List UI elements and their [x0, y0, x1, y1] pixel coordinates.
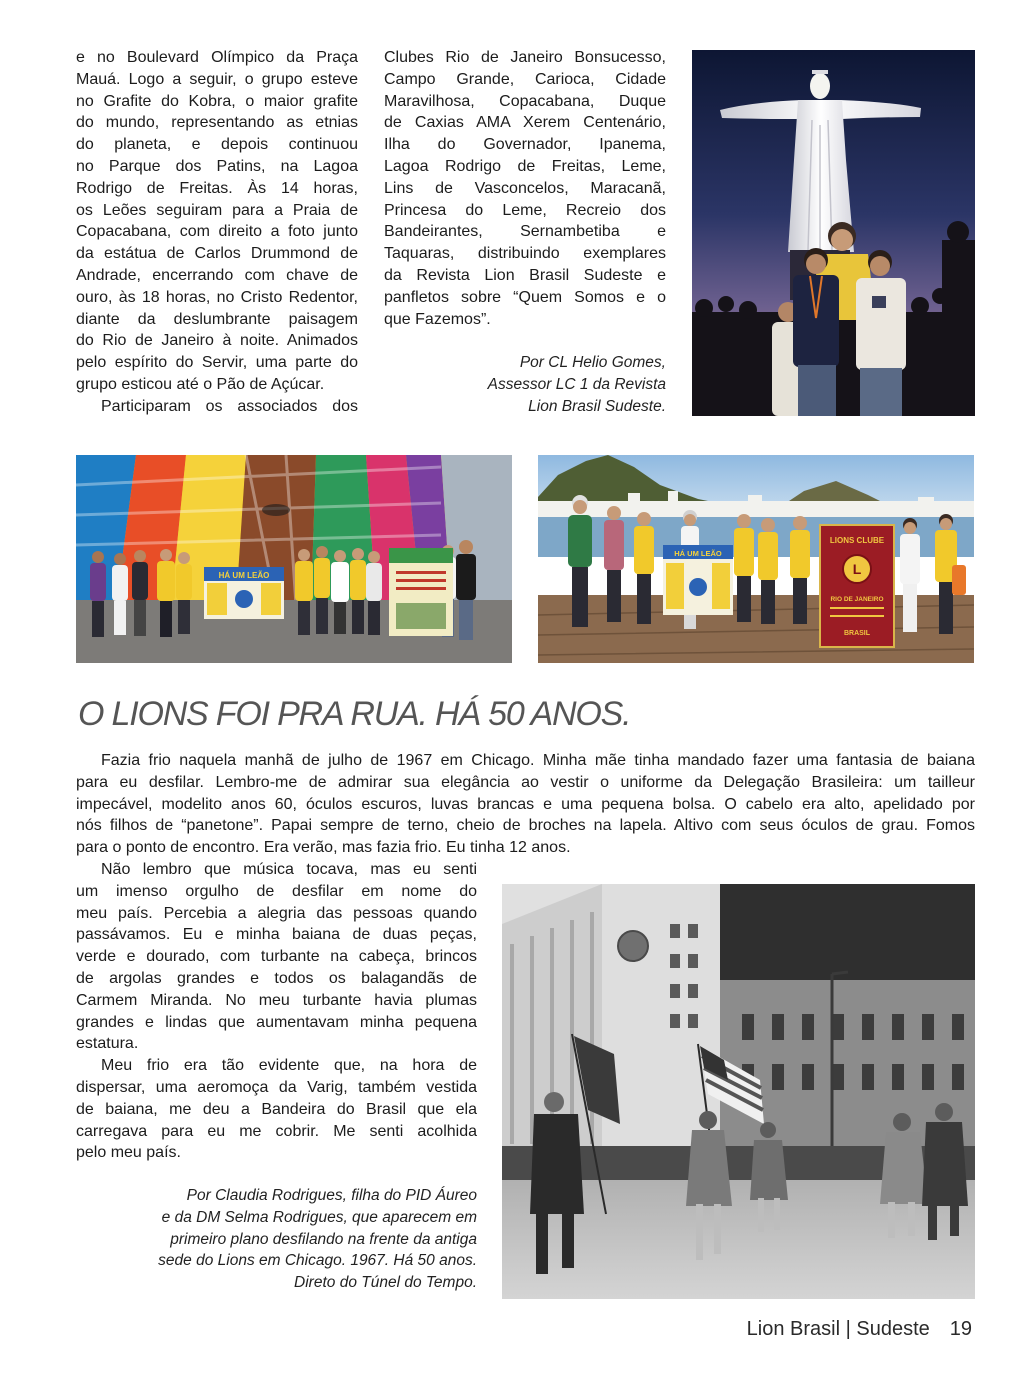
- byline-line: Direto do Túnel do Tempo.: [294, 1274, 477, 1292]
- byline-line: e da DM Selma Rodrigues, que aparecem em: [161, 1208, 477, 1226]
- text-line: Campo Grande, Carioca, Cidade: [384, 70, 666, 88]
- text-line: do planeta, e depois continuou: [76, 136, 358, 154]
- paragraph: [384, 47, 666, 330]
- text-line: no Parque dos Patins, na Lagoa: [76, 157, 358, 175]
- paragraph: [76, 859, 477, 1055]
- text-line: panfletos sobre “Quem Somos e o: [384, 288, 666, 306]
- article-byline-top: [384, 352, 666, 417]
- banner-text: BRASIL: [843, 630, 871, 637]
- text-line: da estátua de Carlos Drummond de: [76, 245, 358, 263]
- text-line: Meu frio era tão evidente que, na hora de: [101, 1057, 477, 1075]
- banner-text: LIONS CLUBE: [829, 536, 885, 545]
- banner-text: HÁ UM LEÃO: [218, 571, 270, 580]
- banner-green: [389, 548, 453, 636]
- paragraph: [76, 396, 358, 418]
- article-title: O LIONS FOI PRA RUA. HÁ 50 ANOS.: [78, 695, 631, 733]
- text-line: de Caxias AMA Xerem Centenário,: [384, 114, 666, 132]
- text-line: de baiana, me deu a Bandeira do Brasil que ela: [76, 1100, 477, 1118]
- text-line: de argolas grandes e todos os balagandãs de: [76, 969, 477, 987]
- text-line: do Rio de Janeiro à noite. Animados: [76, 332, 358, 350]
- text-line: dispersar, uma aeromoça da Varig, também vestida: [76, 1078, 477, 1096]
- text-line: diante da deslumbrante paisagem: [76, 310, 358, 328]
- photo-lagoa-rodrigo-de-freitas: [538, 455, 974, 663]
- text-line: Carmem Miranda. No meu turbante havia plumas: [76, 991, 477, 1009]
- text-line: nós filhos de “panetone”. Papai sempre de terno, cheio de broches na lapela. Altivo com seus óculos de grau. Fomos: [76, 817, 975, 835]
- photo-mural-kobra: [76, 455, 512, 663]
- text-line: que Fazemos”.: [384, 310, 491, 328]
- text-line: verde e dourado, com turbante na cabeça, brincos: [76, 948, 477, 966]
- text-line: e no Boulevard Olímpico da Praça: [76, 49, 358, 66]
- banner-text: RIO DE JANEIRO: [830, 596, 884, 603]
- text-line: pelo espírito do Servir, uma parte do: [76, 354, 358, 372]
- publication-name: Lion Brasil | Sudeste: [746, 1318, 930, 1340]
- text-line: meu país. Percebia a alegria das pessoas quando: [76, 904, 477, 922]
- paragraph: [76, 1055, 477, 1164]
- text-line: ouro, às 18 horas, no Cristo Redentor,: [76, 288, 358, 306]
- text-line: do mundo, representando as etnias: [76, 114, 358, 132]
- photo-cristo-redentor: [692, 50, 975, 416]
- text-line: um imenso orgulho de desfilar em nome do: [76, 882, 477, 900]
- text-line: Andrade, encerrando com chave de: [76, 266, 358, 284]
- text-line: Copacabana, com direito a foto junto: [76, 223, 358, 241]
- text-line: passávamos. Eu e minha baiana de duas peças,: [76, 926, 477, 944]
- byline-line: Assessor LC 1 da Revista: [487, 375, 666, 393]
- text-line: Lins de Vasconcelos, Maracanã,: [384, 179, 666, 197]
- banner-text: HÁ UM LEÃO: [674, 549, 722, 558]
- text-line: grandes e lindas que aumentavam minha pequena: [76, 1013, 477, 1031]
- byline-line: Por CL Helio Gomes,: [519, 354, 666, 371]
- byline-line: Lion Brasil Sudeste.: [528, 397, 666, 415]
- text-line: Ilha do Governador, Ipanema,: [384, 136, 666, 154]
- article-column-1: [76, 47, 358, 418]
- text-line: para o ponto de encontro. Era verão, mas fazia frio. Eu tinha 12 anos.: [76, 839, 571, 857]
- page-number: 19: [949, 1318, 972, 1340]
- text-line: grupo esticou até o Pão de Açúcar.: [76, 375, 325, 393]
- paragraph: [76, 750, 975, 859]
- byline-line: primeiro plano desfilando na frente da antiga: [170, 1230, 477, 1248]
- text-line: Mauá. Logo a seguir, o grupo esteve: [76, 70, 358, 88]
- text-line: Rodrigo de Freitas. Às 14 horas,: [76, 179, 358, 197]
- text-line: Clubes Rio de Janeiro Bonsucesso,: [384, 49, 666, 66]
- text-line: carregava para eu me cobrir. Me senti acolhida: [76, 1122, 477, 1140]
- text-line: Bandeirantes, Sernambetiba e: [384, 223, 666, 241]
- text-line: Participaram os associados dos: [101, 397, 358, 415]
- photo-chicago-parade-1967: [502, 884, 975, 1299]
- lions-emblem: [618, 931, 648, 961]
- byline-line: Por Claudia Rodrigues, filha do PID Áureo: [186, 1187, 477, 1204]
- article-byline-main: [76, 1185, 477, 1294]
- paragraph: [76, 47, 358, 396]
- text-line: no Grafite do Kobra, o maior grafite: [76, 92, 358, 110]
- banner-ha-um-leao: [663, 545, 733, 615]
- banner-lions-clube-red: [820, 525, 894, 647]
- article-column-2: [384, 47, 666, 330]
- banner-ha-um-leao: [204, 567, 284, 619]
- text-line: Princesa do Leme, Recreio dos: [384, 201, 666, 219]
- text-line: impecável, modelito anos 60, óculos escuros, luvas brancas e uma pequena bolsa. O cabelo era alto, apelidado por: [76, 795, 975, 813]
- text-line: pelo meu país.: [76, 1144, 181, 1162]
- text-line: da Revista Lion Brasil Sudeste e: [384, 266, 666, 284]
- text-line: Maravilhosa, Copacabana, Duque: [384, 92, 666, 110]
- text-line: Fazia frio naquela manhã de julho de 1967 em Chicago. Minha mãe tinha mandado fazer uma fantasia de baiana: [101, 752, 975, 769]
- text-line: os Leões seguiram para a Praia de: [76, 201, 358, 219]
- text-line: Lagoa Rodrigo de Freitas, Leme,: [384, 157, 666, 175]
- text-line: Não lembro que música tocava, mas eu senti: [101, 861, 477, 878]
- byline-line: sede do Lions em Chicago. 1967. Há 50 anos.: [158, 1252, 477, 1270]
- text-line: estatura.: [76, 1035, 139, 1053]
- text-line: para eu desfilar. Lembro-me de admirar sua elegância ao vestir o uniforme da Delegação Brasileira: um tailleur: [76, 773, 975, 791]
- text-line: Taquaras, distribuindo exemplares: [384, 245, 666, 263]
- page-footer: [747, 1315, 972, 1343]
- article-intro: [76, 750, 975, 859]
- article-body: [76, 859, 477, 1164]
- svg-text:L: L: [852, 561, 862, 577]
